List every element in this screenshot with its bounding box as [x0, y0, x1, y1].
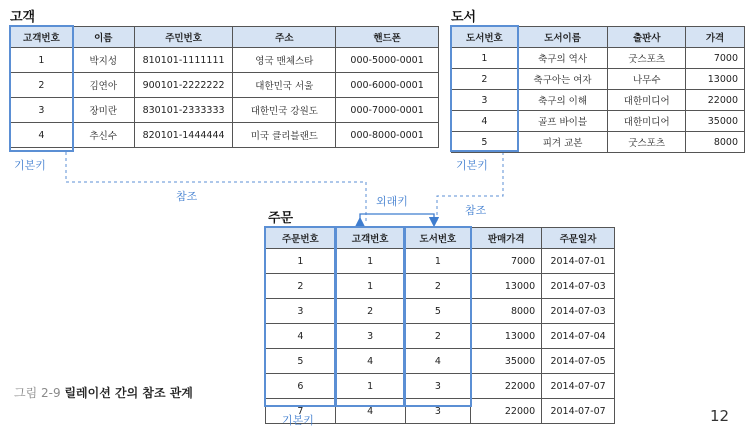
- figure-number: 그림 2-9: [14, 386, 61, 400]
- table-cell: 4: [405, 349, 471, 374]
- customer-pk-label: 기본키: [14, 159, 46, 172]
- table-cell: 1: [11, 48, 73, 73]
- table-cell: 굿스포츠: [608, 132, 686, 153]
- table-cell: 7: [266, 399, 336, 424]
- table-cell: 5: [452, 132, 518, 153]
- table-cell: 35000: [686, 111, 745, 132]
- table-cell: 2: [405, 274, 471, 299]
- table-row: [266, 324, 615, 349]
- table-cell: 대한미디어: [608, 111, 686, 132]
- table-cell: 3: [266, 299, 336, 324]
- table-cell: 7000: [471, 249, 542, 274]
- table-cell: 22000: [686, 90, 745, 111]
- table-row: [452, 132, 745, 153]
- table-cell: 미국 클리블랜드: [233, 123, 336, 148]
- table-cell: 22000: [471, 399, 542, 424]
- table-cell: 000-7000-0001: [336, 98, 439, 123]
- page-number: 12: [710, 407, 730, 425]
- customer-table-title: 고객: [10, 10, 36, 25]
- table-cell: 1: [335, 249, 405, 274]
- book-header-cell: 가격: [686, 27, 745, 48]
- table-cell: 축구아는 여자: [517, 69, 608, 90]
- table-cell: 4: [11, 123, 73, 148]
- table-cell: 피겨 교본: [517, 132, 608, 153]
- table-cell: 김연아: [72, 73, 134, 98]
- table-cell: 000-6000-0001: [336, 73, 439, 98]
- table-cell: 3: [405, 399, 471, 424]
- table-cell: 810101-1111111: [134, 48, 233, 73]
- table-cell: 5: [266, 349, 336, 374]
- table-cell: 3: [11, 98, 73, 123]
- table-cell: 2014-07-04: [542, 324, 615, 349]
- table-cell: 2: [335, 299, 405, 324]
- table-cell: 박지성: [72, 48, 134, 73]
- order-header-cell: 주문번호: [266, 228, 336, 249]
- table-cell: 4: [452, 111, 518, 132]
- book-ref-label: 참조: [465, 204, 487, 217]
- table-cell: 7000: [686, 48, 745, 69]
- table-row: [266, 299, 615, 324]
- customer-header-cell: 주민번호: [134, 27, 233, 48]
- order-table-title: 주문: [268, 211, 294, 226]
- table-cell: 22000: [471, 374, 542, 399]
- table-cell: 13000: [686, 69, 745, 90]
- book-header-row: [452, 27, 745, 48]
- customer-header-cell: 이름: [72, 27, 134, 48]
- table-row: [266, 274, 615, 299]
- book-header-cell: 출판사: [608, 27, 686, 48]
- table-cell: 4: [335, 349, 405, 374]
- table-cell: 4: [266, 324, 336, 349]
- table-cell: 2: [405, 324, 471, 349]
- table-cell: 4: [335, 399, 405, 424]
- table-cell: 2014-07-07: [542, 374, 615, 399]
- book-table: [451, 26, 745, 153]
- foreign-key-bracket: [360, 214, 434, 222]
- book-table-title: 도서: [451, 10, 477, 25]
- table-row: [266, 249, 615, 274]
- table-row: [266, 374, 615, 399]
- table-cell: 굿스포츠: [608, 48, 686, 69]
- order-header-cell: 도서번호: [405, 228, 471, 249]
- order-pk-label: 기본키: [282, 414, 314, 427]
- table-cell: 1: [335, 274, 405, 299]
- table-cell: 13000: [471, 274, 542, 299]
- figure-title: 릴레이션 간의 참조 관계: [64, 386, 193, 400]
- table-row: [266, 399, 615, 424]
- table-cell: 2: [11, 73, 73, 98]
- order-header-cell: 판매가격: [471, 228, 542, 249]
- table-cell: 축구의 역사: [517, 48, 608, 69]
- table-cell: 2014-07-01: [542, 249, 615, 274]
- book-header-cell: 도서번호: [452, 27, 518, 48]
- figure-caption: [14, 384, 193, 401]
- table-row: [11, 73, 439, 98]
- table-row: [11, 123, 439, 148]
- book-pk-label: 기본키: [456, 159, 488, 172]
- table-cell: 2014-07-03: [542, 299, 615, 324]
- table-cell: 6: [266, 374, 336, 399]
- order-header-row: [266, 228, 615, 249]
- table-cell: 대한민국 강원도: [233, 98, 336, 123]
- table-cell: 1: [452, 48, 518, 69]
- table-row: [452, 48, 745, 69]
- table-cell: 대한미디어: [608, 90, 686, 111]
- table-row: [11, 98, 439, 123]
- table-cell: 13000: [471, 324, 542, 349]
- table-cell: 축구의 이해: [517, 90, 608, 111]
- table-cell: 2014-07-03: [542, 274, 615, 299]
- book-header-cell: 도서이름: [517, 27, 608, 48]
- table-cell: 영국 맨체스타: [233, 48, 336, 73]
- table-cell: 000-5000-0001: [336, 48, 439, 73]
- table-cell: 대한민국 서울: [233, 73, 336, 98]
- table-cell: 골프 바이블: [517, 111, 608, 132]
- order-table: [265, 227, 615, 424]
- table-cell: 830101-2333333: [134, 98, 233, 123]
- table-cell: 820101-1444444: [134, 123, 233, 148]
- customer-header-cell: 핸드폰: [336, 27, 439, 48]
- table-cell: 3: [452, 90, 518, 111]
- table-cell: 1: [266, 249, 336, 274]
- table-row: [452, 111, 745, 132]
- table-row: [11, 48, 439, 73]
- customer-header-cell: 주소: [233, 27, 336, 48]
- customer-header-cell: 고객번호: [11, 27, 73, 48]
- table-row: [266, 349, 615, 374]
- customer-ref-label: 참조: [176, 190, 198, 203]
- customer-table: [10, 26, 439, 148]
- table-cell: 2014-07-07: [542, 399, 615, 424]
- order-header-cell: 주문일자: [542, 228, 615, 249]
- customer-reference-line: [66, 152, 366, 224]
- table-cell: 8000: [686, 132, 745, 153]
- foreign-key-label: 외래키: [376, 195, 408, 208]
- table-cell: 5: [405, 299, 471, 324]
- order-header-cell: 고객번호: [335, 228, 405, 249]
- table-cell: 8000: [471, 299, 542, 324]
- table-cell: 000-8000-0001: [336, 123, 439, 148]
- customer-header-row: [11, 27, 439, 48]
- table-cell: 1: [405, 249, 471, 274]
- table-cell: 2: [266, 274, 336, 299]
- table-cell: 나무수: [608, 69, 686, 90]
- table-row: [452, 69, 745, 90]
- table-cell: 추신수: [72, 123, 134, 148]
- table-cell: 900101-2222222: [134, 73, 233, 98]
- table-cell: 2: [452, 69, 518, 90]
- table-cell: 장미란: [72, 98, 134, 123]
- table-row: [452, 90, 745, 111]
- table-cell: 1: [335, 374, 405, 399]
- table-cell: 35000: [471, 349, 542, 374]
- table-cell: 2014-07-05: [542, 349, 615, 374]
- table-cell: 3: [405, 374, 471, 399]
- table-cell: 3: [335, 324, 405, 349]
